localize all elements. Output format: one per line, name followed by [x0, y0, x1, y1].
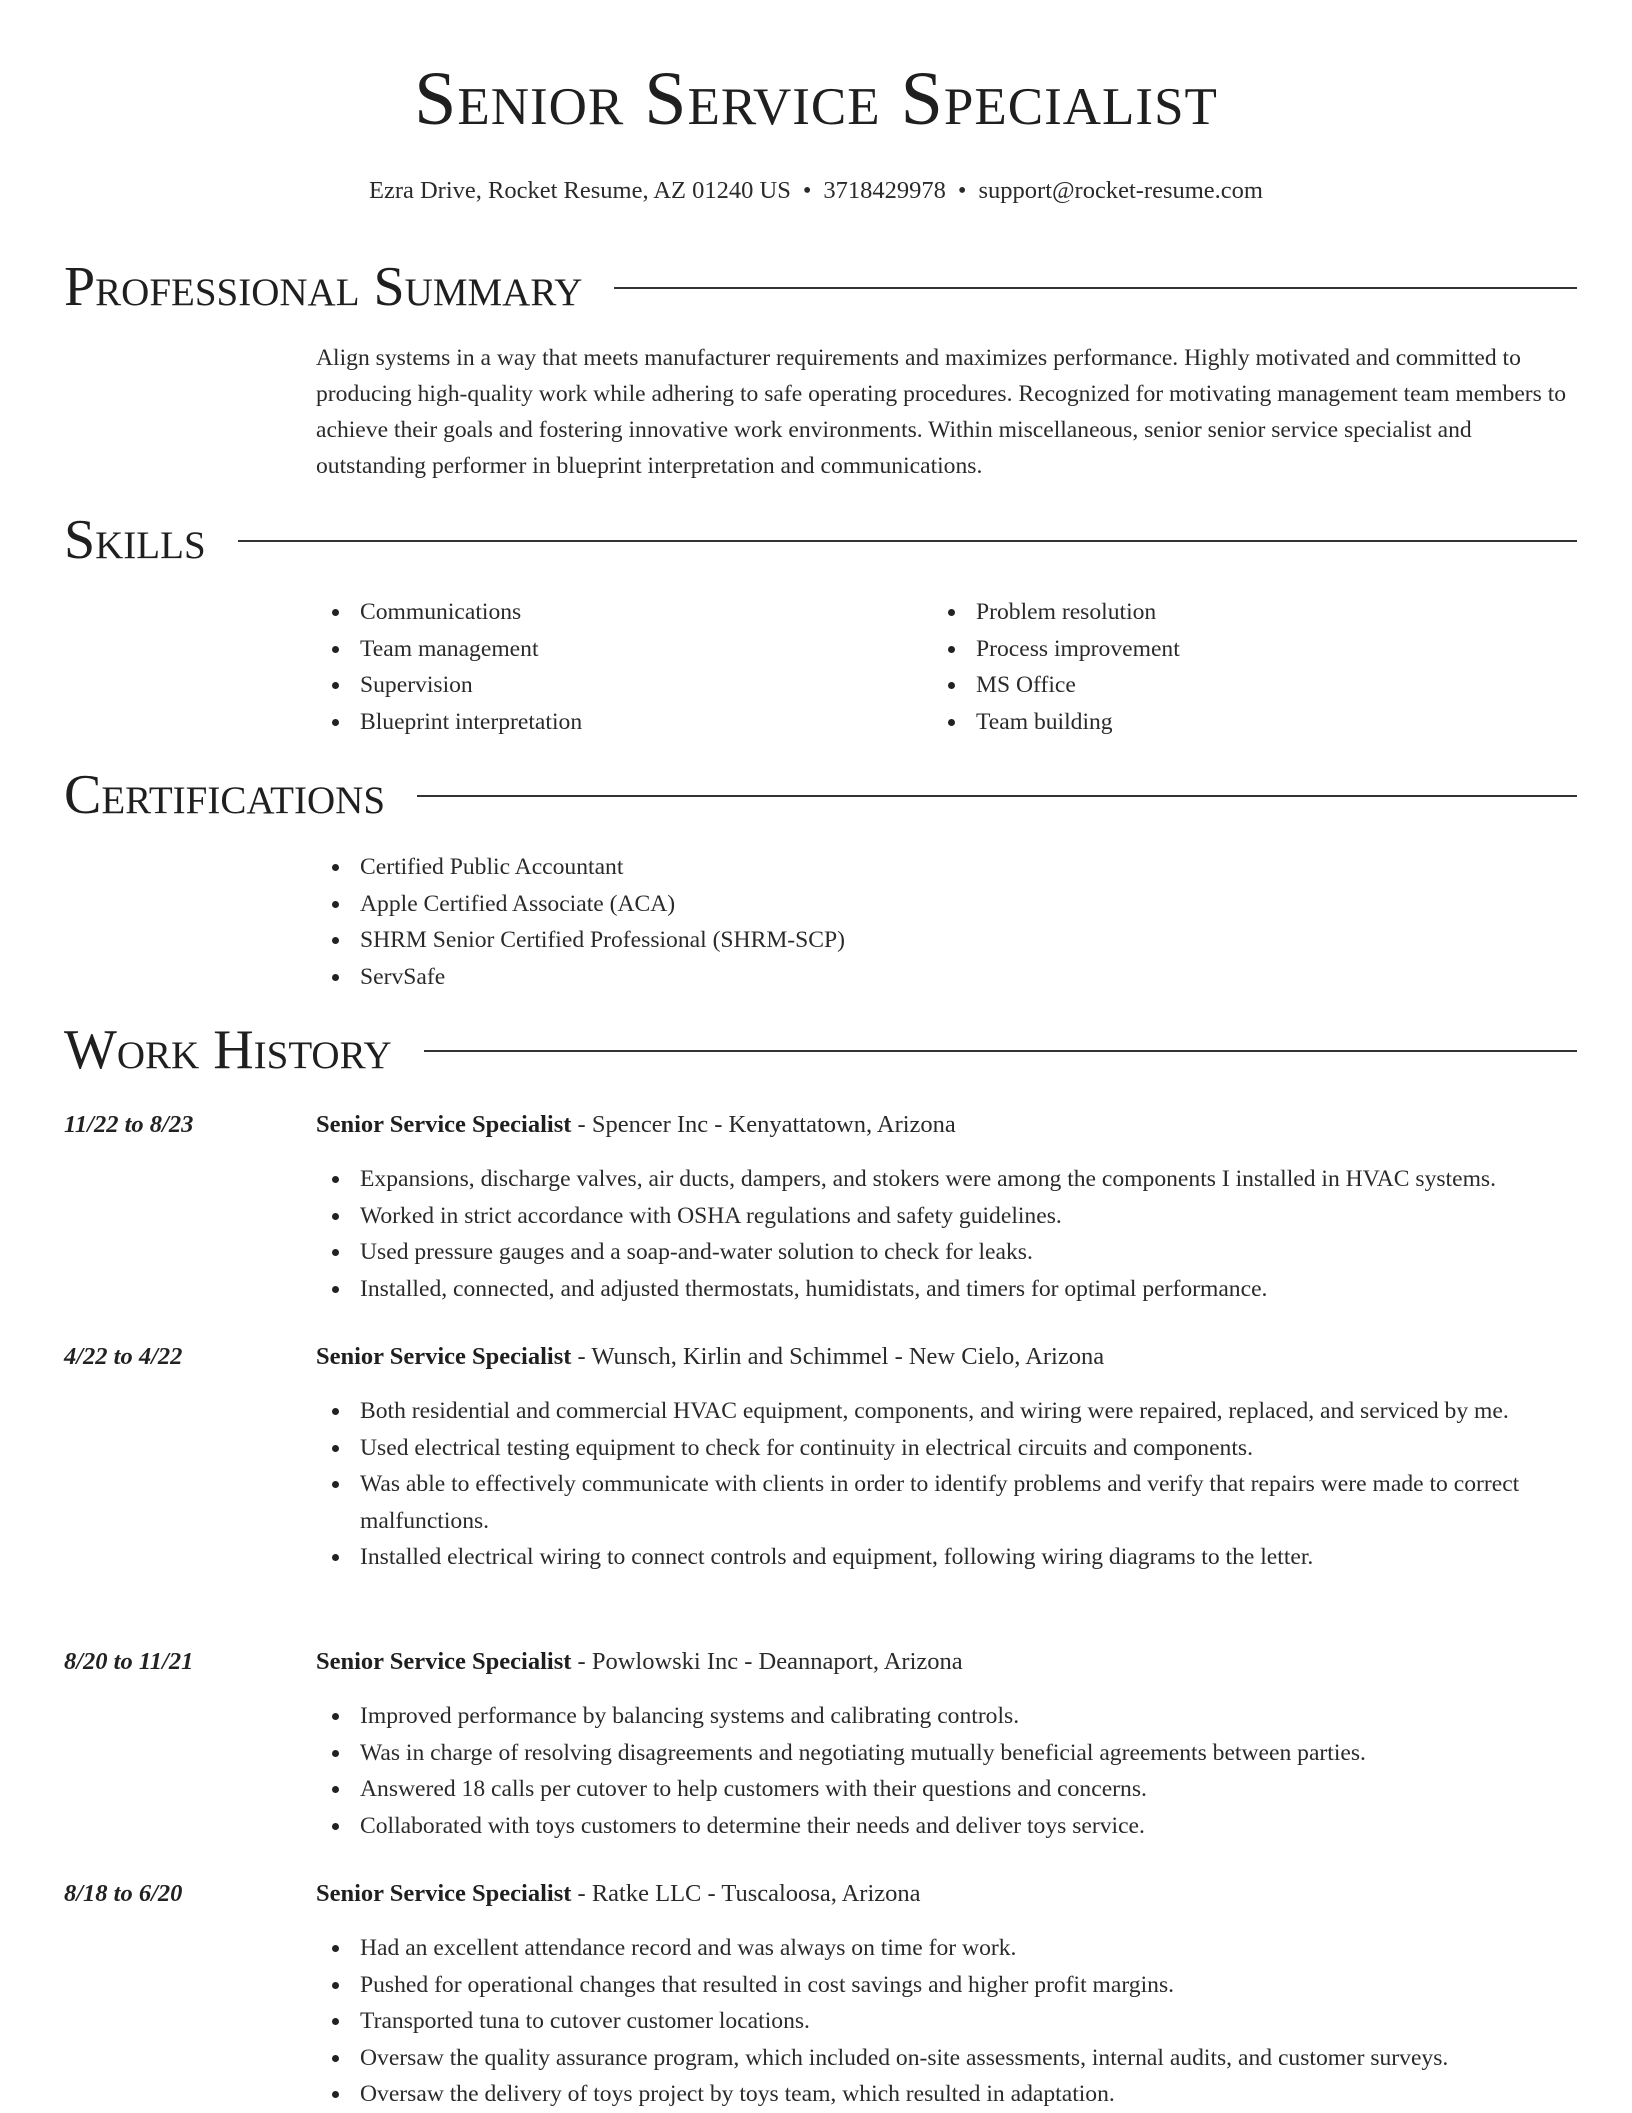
job-bullets — [316, 1393, 1577, 1576]
skill-item: Communications — [316, 594, 582, 631]
skills-list-left — [316, 594, 582, 740]
job-title-line — [316, 1878, 921, 1910]
job-bullet: Pushed for operational changes that resulted in cost savings and higher profit margins. — [316, 1967, 1577, 2004]
job-bullets — [316, 1698, 1577, 1844]
job-bullet: Was in charge of resolving disagreements and negotiating mutually beneficial agreements between parties. — [316, 1735, 1577, 1772]
job-header — [64, 1646, 1577, 1678]
job-bullet: Both residential and commercial HVAC equipment, components, and wiring were repaired, replaced, and serviced by me. — [316, 1393, 1577, 1430]
skill-item: Blueprint interpretation — [316, 704, 582, 741]
job-title-line — [316, 1109, 956, 1141]
job-dates: 11/22 to 8/23 — [64, 1111, 194, 1138]
skill-item: MS Office — [932, 667, 1180, 704]
resume-name: Senior Service Specialist — [414, 57, 1218, 141]
job-bullet: Installed, connected, and adjusted thermostats, humidistats, and timers for optimal performance. — [316, 1271, 1577, 1308]
job-employer: - Ratke LLC - Tuscaloosa, Arizona — [571, 1880, 921, 1907]
skills-list-right — [932, 594, 1180, 740]
job-entry — [64, 1341, 1577, 1576]
job-bullet: Oversaw the delivery of toys project by toys team, which resulted in adaptation. — [316, 2076, 1577, 2113]
job-bullet: Installed electrical wiring to connect controls and equipment, following wiring diagrams to the letter. — [316, 1539, 1577, 1576]
job-dates: 8/20 to 11/21 — [64, 1648, 194, 1675]
job-dates: 4/22 to 4/22 — [64, 1343, 183, 1370]
section-title-skills: Skills — [64, 509, 206, 571]
job-bullet: Collaborated with toys customers to determine their needs and deliver toys service. — [316, 1808, 1577, 1845]
certification-item: Certified Public Accountant — [316, 849, 845, 886]
job-bullets — [316, 1161, 1577, 1307]
certification-item: Apple Certified Associate (ACA) — [316, 886, 845, 923]
section-divider — [614, 287, 1577, 289]
job-title: Senior Service Specialist — [316, 1343, 572, 1370]
job-title: Senior Service Specialist — [316, 1880, 572, 1907]
skill-item: Team management — [316, 631, 582, 668]
contact-email: support@rocket-resume.com — [978, 177, 1263, 204]
job-bullet: Transported tuna to cutover customer locations. — [316, 2003, 1577, 2040]
section-header-skills — [64, 508, 1577, 572]
job-title: Senior Service Specialist — [316, 1111, 572, 1138]
job-bullet: Was able to effectively communicate with clients in order to identify problems and verify that repairs were made to correct malfunctions. — [316, 1466, 1577, 1539]
section-header-work-history — [64, 1018, 1577, 1082]
job-header — [64, 1341, 1577, 1373]
contact-line — [0, 175, 1632, 207]
skill-item: Supervision — [316, 667, 582, 704]
job-title-line — [316, 1646, 963, 1678]
section-header-summary — [64, 255, 1577, 319]
skill-item: Process improvement — [932, 631, 1180, 668]
contact-separator: • — [802, 177, 812, 204]
section-divider — [238, 540, 1577, 542]
certification-item: ServSafe — [316, 959, 845, 996]
certifications-list — [316, 849, 845, 995]
job-employer: - Powlowski Inc - Deannaport, Arizona — [571, 1648, 963, 1675]
section-header-certifications — [64, 763, 1577, 827]
job-bullet: Answered 18 calls per cutover to help customers with their questions and concerns. — [316, 1771, 1577, 1808]
job-title-line — [316, 1341, 1104, 1373]
job-bullet: Improved performance by balancing systems and calibrating controls. — [316, 1698, 1577, 1735]
section-title-summary: Professional Summary — [64, 256, 583, 318]
job-dates: 8/18 to 6/20 — [64, 1880, 183, 1907]
job-entry — [64, 1646, 1577, 1844]
job-header — [64, 1878, 1577, 1910]
job-bullet: Oversaw the quality assurance program, which included on-site assessments, internal audits, and customer surveys. — [316, 2040, 1577, 2077]
job-bullet: Had an excellent attendance record and was always on time for work. — [316, 1930, 1577, 1967]
job-entry — [64, 1109, 1577, 1307]
job-bullet: Worked in strict accordance with OSHA regulations and safety guidelines. — [316, 1198, 1577, 1235]
job-title: Senior Service Specialist — [316, 1648, 572, 1675]
skill-item: Team building — [932, 704, 1180, 741]
job-employer: - Spencer Inc - Kenyattatown, Arizona — [571, 1111, 956, 1138]
section-divider — [417, 795, 1577, 797]
job-bullet: Expansions, discharge valves, air ducts, dampers, and stokers were among the components I installed in HVAC systems. — [316, 1161, 1577, 1198]
job-entry — [64, 1878, 1577, 2113]
skill-item: Problem resolution — [932, 594, 1180, 631]
job-bullet: Used pressure gauges and a soap-and-water solution to check for leaks. — [316, 1234, 1577, 1271]
contact-phone: 3718429978 — [823, 177, 946, 204]
job-employer: - Wunsch, Kirlin and Schimmel - New Cielo, Arizona — [571, 1343, 1105, 1370]
contact-separator: • — [957, 177, 967, 204]
contact-address: Ezra Drive, Rocket Resume, AZ 01240 US — [368, 177, 791, 204]
section-divider — [424, 1050, 1577, 1052]
section-title-certifications: Certifications — [64, 764, 386, 826]
certification-item: SHRM Senior Certified Professional (SHRM-SCP) — [316, 922, 845, 959]
section-title-work-history: Work History — [64, 1019, 392, 1081]
job-bullet: Used electrical testing equipment to check for continuity in electrical circuits and components. — [316, 1430, 1577, 1467]
summary-text: Align systems in a way that meets manufacturer requirements and maximizes performance. Highly motivated and committed to producing high-quality work while adhering to safe operating procedures. Recognized for motivating management team members to achieve their goals and fostering innovative work environments. Within miscellaneous, senior senior service specialist and outstanding performer in blueprint interpretation and communications. — [316, 345, 1567, 479]
job-bullets — [316, 1930, 1577, 2113]
job-header — [64, 1109, 1577, 1141]
